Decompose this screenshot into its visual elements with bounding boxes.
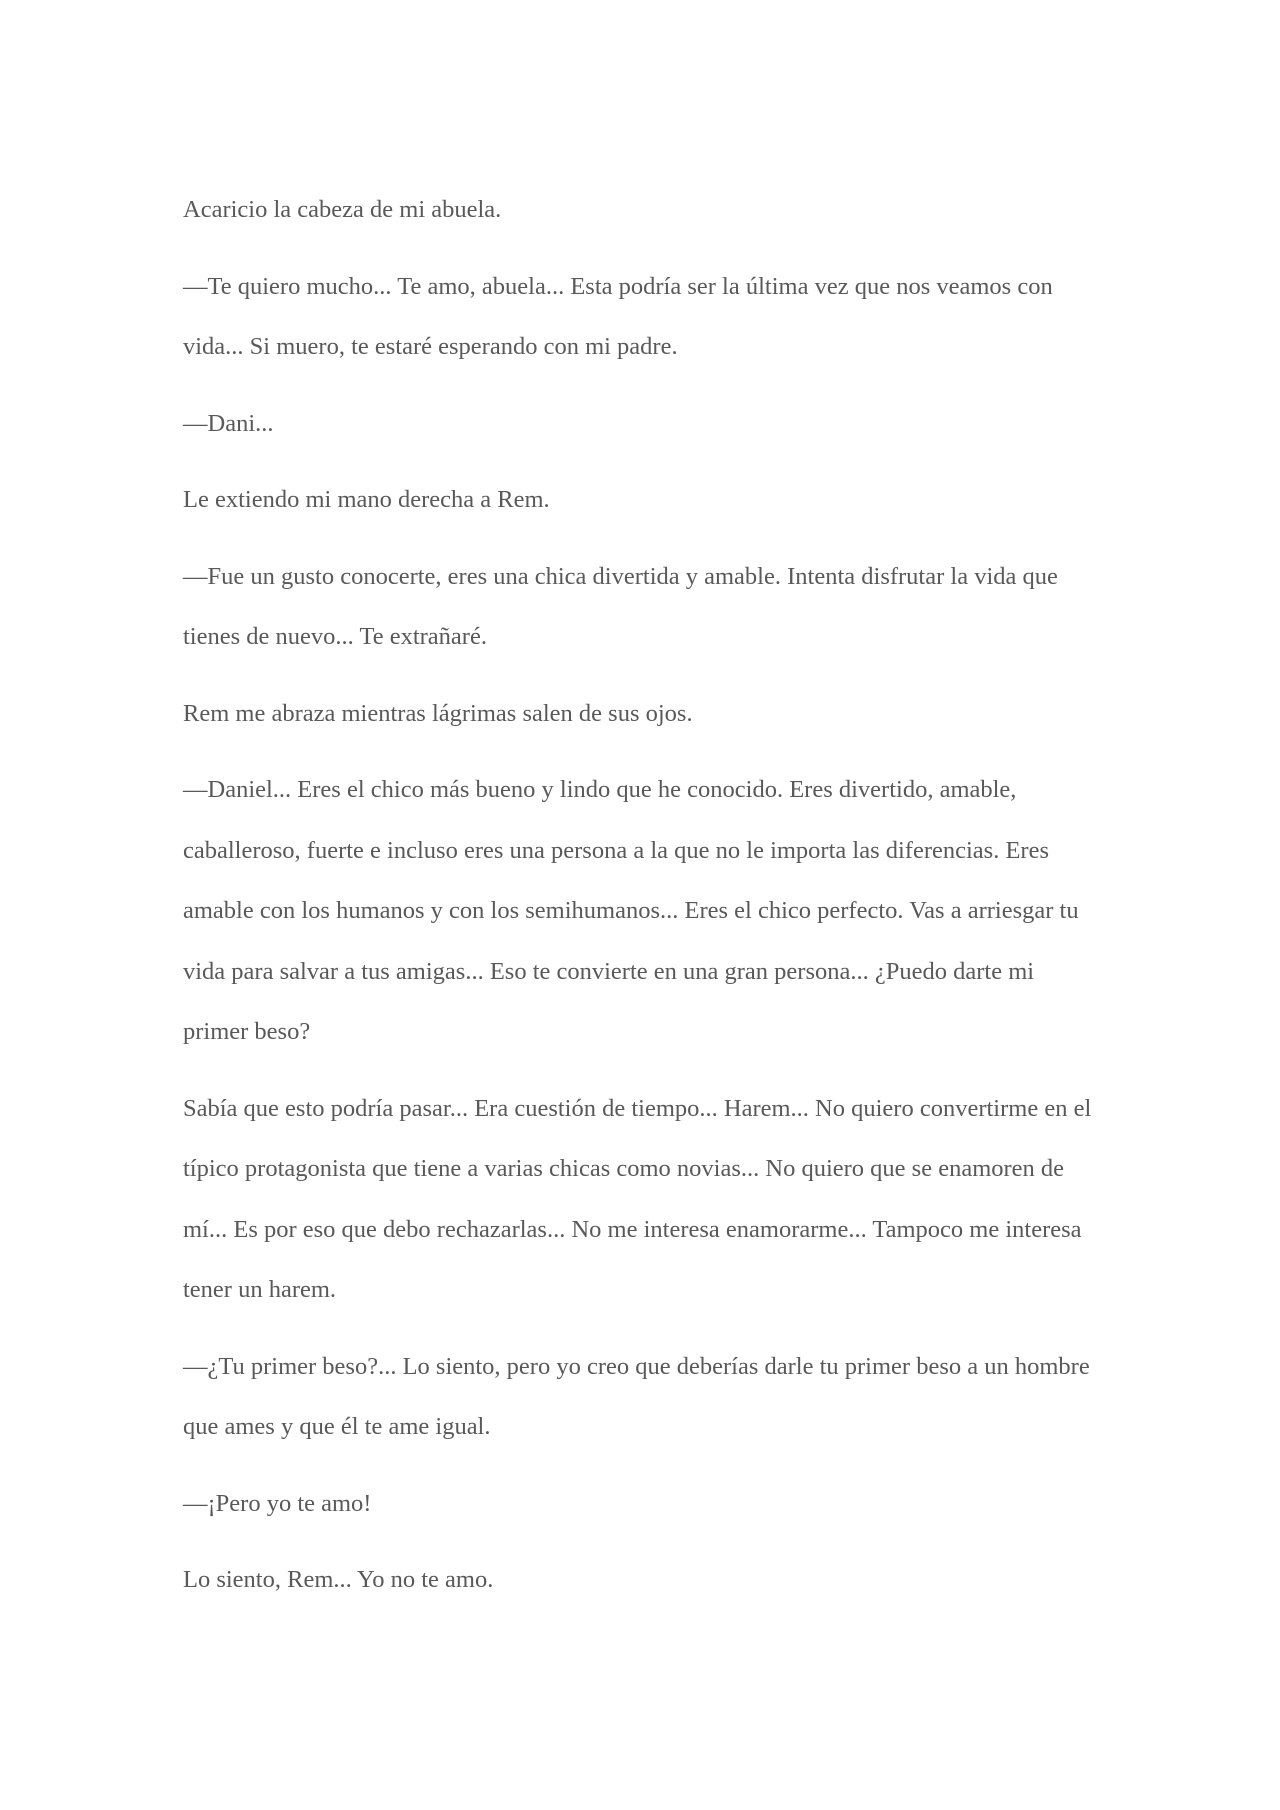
document-body — [183, 180, 1103, 1611]
paragraph-4: Le extiendo mi mano derecha a Rem. — [183, 486, 550, 513]
paragraph-11: Lo siento, Rem... Yo no te amo. — [183, 1566, 494, 1593]
paragraph-6: Rem me abraza mientras lágrimas salen de sus ojos. — [183, 699, 693, 727]
paragraph-2: —Te quiero mucho... Te amo, abuela... Esta podría ser la última vez que nos veamos con vida... Si muero, te estaré esperando con mi padre. — [183, 272, 1053, 360]
paragraph-7: —Daniel... Eres el chico más bueno y lindo que he conocido. Eres divertido, amable, caballeroso, fuerte e incluso eres una persona a la que no le importa las diferencias. Eres amable con los humanos y con los semihumanos... Eres el chico perfecto. Vas a arriesgar tu vida para salvar a tus amigas... Eso te convierte en una gran persona... ¿Puedo darte mi primer beso? — [183, 776, 1079, 1045]
paragraph-5: —Fue un gusto conocerte, eres una chica divertida y amable. Intenta disfrutar la vida que tienes de nuevo... Te extrañaré. — [183, 562, 1058, 650]
paragraph-9: —¿Tu primer beso?... Lo siento, pero yo creo que deberías darle tu primer beso a un hombre que ames y que él te ame igual. — [183, 1352, 1090, 1440]
paragraph-8: Sabía que esto podría pasar... Era cuestión de tiempo... Harem... No quiero convertirme en el típico protagonista que tiene a varias chicas como novias... No quiero que se enamoren de mí... Es por eso que debo rechazarlas... No me interesa enamorarme... Tampoco me interesa tener un harem. — [183, 1094, 1092, 1303]
paragraph-10: —¡Pero yo te amo! — [183, 1489, 372, 1517]
paragraph-3: —Dani... — [183, 409, 274, 437]
paragraph-1: Acaricio la cabeza de mi abuela. — [183, 196, 502, 223]
